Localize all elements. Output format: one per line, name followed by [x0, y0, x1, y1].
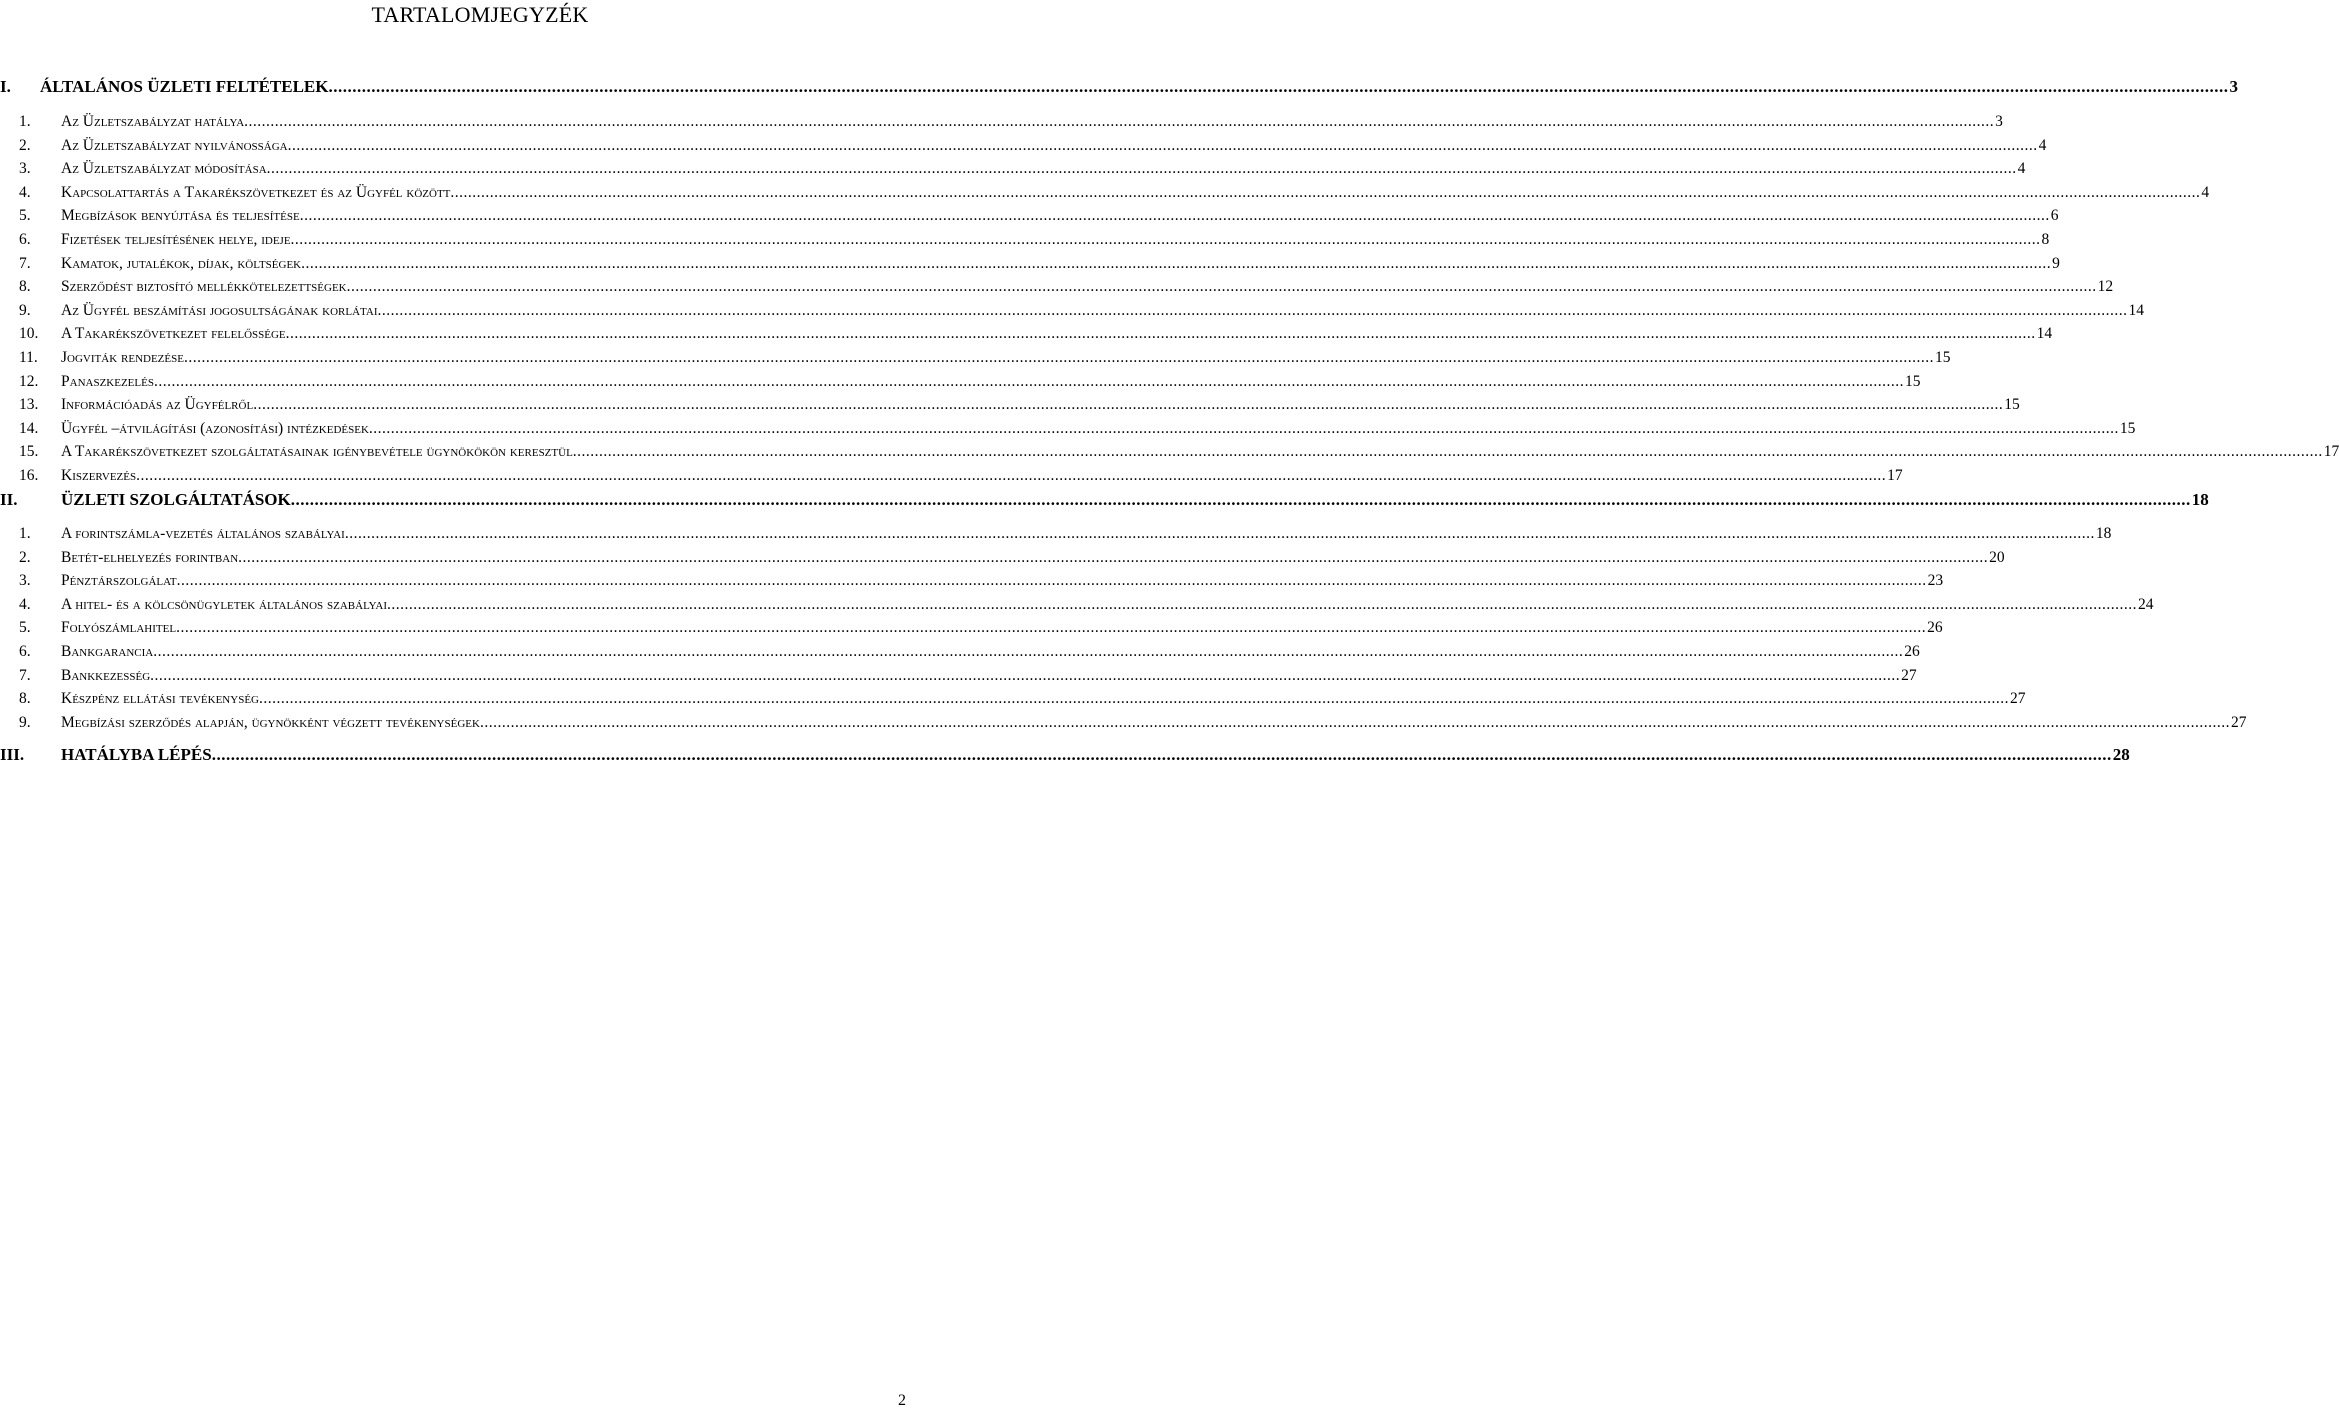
toc-entry-number: 5.	[19, 207, 31, 224]
dot-leader: ................................................................................................................................................................................................................................................................................................................................................................................................................	[150, 667, 1901, 684]
toc-entry[interactable]	[0, 207, 2059, 229]
toc-entry-title: Kapcsolattartás a Takarékszövetkezet és az Ügyfél között	[61, 184, 451, 201]
toc-entry-page: 17	[1887, 467, 1903, 484]
toc-entry-page: 18	[2095, 525, 2112, 542]
toc-entry-page: 24	[2138, 596, 2154, 613]
toc-entry-number: 12.	[19, 373, 39, 390]
toc-entry-title: Ügyfél –átvilágítási (azonosítási) intézkedések	[61, 420, 369, 437]
toc-entry[interactable]	[0, 690, 2026, 712]
toc-entry-title: A Takarékszövetkezet felelőssége	[61, 325, 286, 342]
toc-section-3[interactable]	[0, 745, 2130, 767]
toc-entry-title: Az Üzletszabályzat hatálya	[61, 113, 245, 130]
toc-entry-title: Kiszervezés	[61, 467, 137, 484]
dot-leader: ................................................................................................................................................................................................................................................................................................................................................................................................................	[328, 77, 2229, 96]
toc-entry[interactable]	[0, 467, 1903, 489]
toc-entry-page: 3	[1995, 113, 2003, 130]
toc-entry-number: 9.	[19, 714, 31, 731]
toc-entry-number: II.	[0, 490, 18, 509]
toc-entry[interactable]	[0, 278, 2114, 300]
toc-entry-number: 2.	[19, 549, 31, 566]
toc-entry-page: 12	[2097, 278, 2114, 295]
toc-entry[interactable]	[0, 643, 1920, 665]
dot-leader: ................................................................................................................................................................................................................................................................................................................................................................................................................	[290, 490, 2191, 509]
toc-entry-page: 28	[2112, 745, 2130, 764]
toc-entry-page: 27	[2009, 690, 2026, 707]
toc-entry-page: 15	[1904, 373, 1921, 390]
toc-entry-page: 27	[2230, 714, 2247, 731]
page-number: 2	[898, 1392, 906, 1409]
toc-entry-title: Fizetések teljesítésének helye, ideje	[61, 231, 291, 248]
toc-entry-page: 4	[2201, 184, 2210, 201]
toc-entry-page: 14	[2036, 325, 2053, 342]
dot-leader: ................................................................................................................................................................................................................................................................................................................................................................................................................	[368, 420, 2119, 437]
page-title: TARTALOMJEGYZÉK	[371, 2, 589, 27]
toc-entry[interactable]	[0, 255, 2060, 277]
toc-entry[interactable]	[0, 231, 2050, 253]
dot-leader: ................................................................................................................................................................................................................................................................................................................................................................................................................	[244, 113, 1995, 130]
toc-entry-number: 7.	[19, 667, 31, 684]
toc-entry-title: Megbízási szerződés alapján, ügynökként végzett tevékenységek	[61, 714, 480, 731]
toc-entry-page: 4	[2017, 160, 2026, 177]
toc-entry-number: 1.	[19, 525, 31, 542]
toc-entry-title: Kamatok, jutalékok, díjak, költségek	[61, 255, 302, 272]
toc-entry[interactable]	[0, 572, 1944, 594]
toc-entry-title: Folyószámlahitel	[61, 619, 177, 636]
toc-entry[interactable]	[0, 302, 2144, 324]
toc-entry-title: ÜZLETI SZOLGÁLTATÁSOK	[61, 490, 291, 509]
toc-entry-number: 11.	[19, 349, 38, 366]
toc-entry-title: Jogviták rendezése	[61, 349, 184, 366]
toc-entry-title: Szerződést biztosító mellékkötelezettségek	[61, 278, 347, 295]
toc-entry-title: HATÁLYBA LÉPÉS	[61, 745, 212, 764]
toc-entry[interactable]	[0, 113, 2003, 135]
toc-entry-number: 3.	[19, 572, 31, 589]
toc-entry-page: 23	[1927, 572, 1944, 589]
toc-entry[interactable]	[0, 396, 2020, 418]
dot-leader: ................................................................................................................................................................................................................................................................................................................................................................................................................	[176, 619, 1927, 636]
toc-entry-title: Megbízások benyújtása és teljesítése	[61, 207, 300, 224]
dot-leader: ................................................................................................................................................................................................................................................................................................................................................................................................................	[450, 184, 2201, 201]
toc-entry[interactable]	[0, 373, 1921, 395]
toc-entry[interactable]	[0, 160, 2026, 182]
toc-entry-page: 17	[2323, 443, 2339, 460]
toc-entry[interactable]	[0, 184, 2210, 206]
dot-leader: ................................................................................................................................................................................................................................................................................................................................................................................................................	[344, 525, 2095, 542]
toc-entry-title: Pénztárszolgálat	[61, 572, 177, 589]
toc-entry-number: 1.	[19, 113, 31, 130]
toc-entry-number: 2.	[19, 137, 31, 154]
toc-section-1[interactable]	[0, 77, 2238, 99]
dot-leader: ................................................................................................................................................................................................................................................................................................................................................................................................................	[253, 396, 2004, 413]
toc-entry-title: Bankgarancia	[61, 643, 154, 660]
toc-entry-page: 15	[1934, 349, 1951, 366]
toc-entry[interactable]	[0, 443, 2339, 465]
toc-entry-number: 4.	[19, 596, 31, 613]
toc-section-2[interactable]	[0, 490, 2209, 512]
toc-entry-title: Bankkezesség	[61, 667, 151, 684]
toc-entry-number: 15.	[19, 443, 39, 460]
toc-entry-page: 15	[2119, 420, 2136, 437]
toc-entry[interactable]	[0, 525, 2112, 547]
toc-entry-number: 3.	[19, 160, 31, 177]
toc-entry-page: 4	[2038, 137, 2047, 154]
toc-entry-number: 5.	[19, 619, 31, 636]
dot-leader: ................................................................................................................................................................................................................................................................................................................................................................................................................	[183, 349, 1934, 366]
dot-leader: ................................................................................................................................................................................................................................................................................................................................................................................................................	[301, 255, 2052, 272]
toc-entry-page: 8	[2041, 231, 2050, 248]
toc-entry-page: 27	[1901, 667, 1917, 684]
toc-entry-number: 14.	[19, 420, 39, 437]
dot-leader: ................................................................................................................................................................................................................................................................................................................................................................................................................	[290, 231, 2041, 248]
toc-entry-title: ÁLTALÁNOS ÜZLETI FELTÉTELEK	[40, 77, 329, 96]
toc-entry[interactable]	[0, 549, 2005, 571]
dot-leader: ................................................................................................................................................................................................................................................................................................................................................................................................................	[287, 137, 2038, 154]
toc-entry[interactable]	[0, 667, 1917, 689]
dot-leader: ................................................................................................................................................................................................................................................................................................................................................................................................................	[211, 745, 2112, 764]
toc-entry-number: I.	[0, 77, 11, 96]
dot-leader: ................................................................................................................................................................................................................................................................................................................................................................................................................	[238, 549, 1989, 566]
toc-entry-page: 18	[2191, 490, 2209, 509]
toc-entry-page: 6	[2050, 207, 2059, 224]
toc-entry[interactable]	[0, 325, 2053, 347]
toc-entry-title: Információadás az Ügyfélről	[61, 396, 254, 413]
toc-entry-title: Az Üzletszabályzat módosítása	[61, 160, 267, 177]
dot-leader: ................................................................................................................................................................................................................................................................................................................................................................................................................	[176, 572, 1927, 589]
toc-entry-title: Az Ügyfél beszámítási jogosultságának korlátai	[61, 302, 378, 319]
toc-entry-title: Betét-elhelyezés forintban	[61, 549, 239, 566]
toc-entry-number: 4.	[19, 184, 31, 201]
toc-entry-page: 9	[2052, 255, 2060, 272]
toc-entry-title: Az Üzletszabályzat nyilvánossága	[61, 137, 288, 154]
dot-leader: ................................................................................................................................................................................................................................................................................................................................................................................................................	[387, 596, 2138, 613]
dot-leader: ................................................................................................................................................................................................................................................................................................................................................................................................................	[346, 278, 2097, 295]
toc-entry-number: 16.	[19, 467, 39, 484]
toc-entry-title: Panaszkezelés	[61, 373, 154, 390]
toc-entry[interactable]	[0, 137, 2047, 159]
toc-entry[interactable]	[0, 619, 1943, 641]
toc-entry-page: 20	[1989, 549, 2005, 566]
toc-entry-number: 13.	[19, 396, 39, 413]
dot-leader: ................................................................................................................................................................................................................................................................................................................................................................................................................	[136, 467, 1887, 484]
toc-entry-number: 8.	[19, 690, 31, 707]
dot-leader: ................................................................................................................................................................................................................................................................................................................................................................................................................	[153, 643, 1904, 660]
toc-entry-title: A hitel- és a kölcsönügyletek általános szabályai	[61, 596, 388, 613]
dot-leader: ................................................................................................................................................................................................................................................................................................................................................................................................................	[285, 325, 2036, 342]
toc-entry-title: A Takarékszövetkezet szolgáltatásainak igénybevétele ügynökökön keresztül	[61, 443, 573, 460]
toc-entry-page: 14	[2128, 302, 2144, 319]
toc-entry-number: 10.	[19, 325, 39, 342]
toc-entry-number: 9.	[19, 302, 31, 319]
toc-entry-number: 7.	[19, 255, 31, 272]
toc-entry[interactable]	[0, 714, 2247, 736]
toc-entry-number: 6.	[19, 231, 31, 248]
toc-entry-number: 8.	[19, 278, 31, 295]
toc-entry-number: III.	[0, 745, 25, 764]
toc-entry[interactable]	[0, 420, 2136, 442]
toc-entry[interactable]	[0, 596, 2154, 618]
dot-leader: ................................................................................................................................................................................................................................................................................................................................................................................................................	[153, 373, 1904, 390]
dot-leader: ................................................................................................................................................................................................................................................................................................................................................................................................................	[572, 443, 2323, 460]
toc-entry-page: 26	[1904, 643, 1920, 660]
toc-entry[interactable]	[0, 349, 1951, 371]
dot-leader: ................................................................................................................................................................................................................................................................................................................................................................................................................	[299, 207, 2050, 224]
dot-leader: ................................................................................................................................................................................................................................................................................................................................................................................................................	[479, 714, 2230, 731]
dot-leader: ................................................................................................................................................................................................................................................................................................................................................................................................................	[377, 302, 2128, 319]
toc-entry-page: 3	[2229, 77, 2238, 96]
toc-entry-page: 26	[1927, 619, 1943, 636]
toc-entry-number: 6.	[19, 643, 31, 660]
dot-leader: ................................................................................................................................................................................................................................................................................................................................................................................................................	[258, 690, 2009, 707]
toc-entry-title: Készpénz ellátási tevékenység	[61, 690, 259, 707]
dot-leader: ................................................................................................................................................................................................................................................................................................................................................................................................................	[266, 160, 2017, 177]
toc-entry-page: 15	[2004, 396, 2020, 413]
toc-entry-title: A forintszámla-vezetés általános szabályai	[61, 525, 345, 542]
